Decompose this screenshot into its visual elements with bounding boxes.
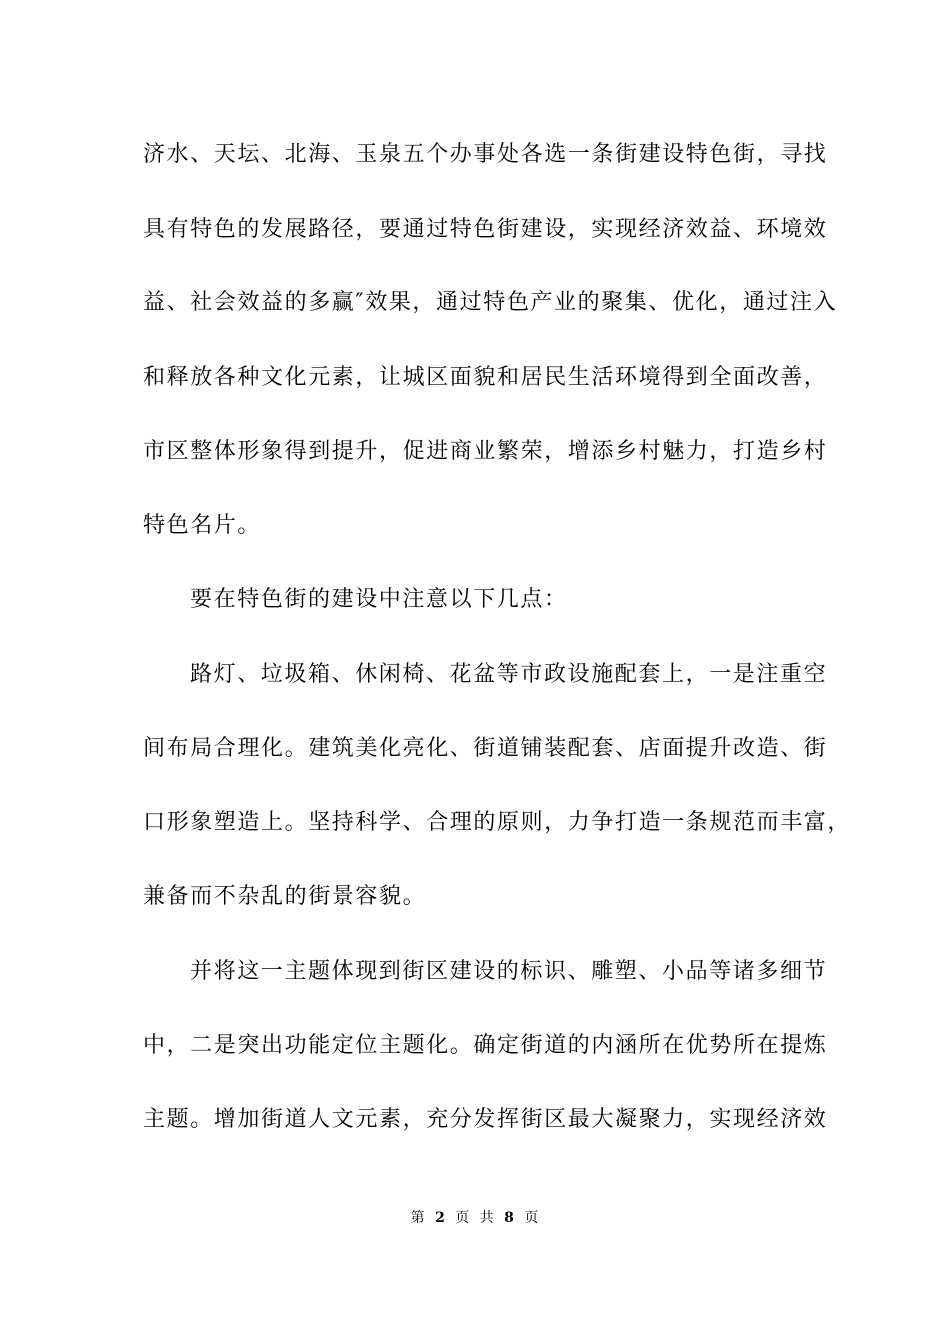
footer-gong: 共	[479, 1210, 495, 1226]
paragraph-line: 特色名片。	[143, 513, 262, 538]
footer-di: 第	[410, 1210, 426, 1226]
footer-ye: 页	[455, 1210, 471, 1226]
footer-ye: 页	[524, 1210, 540, 1226]
paragraph-line: 口形象塑造上。坚持科学、合理的原则，力争打造一条规范而丰富，	[143, 810, 852, 835]
paragraph-line: 主题。增加街道人文元素，充分发挥街区最大凝聚力，实现经济效	[143, 1107, 828, 1132]
paragraph-line: 并将这一主题体现到街区建设的标识、雕塑、小品等诸多细节	[190, 959, 828, 984]
paragraph-line: 市区整体形象得到提升，促进商业繁荣，增添乡村魅力，打造乡村	[143, 439, 828, 464]
paragraph-line: 济水、天坛、北海、玉泉五个办事处各选一条街建设特色街，寻找	[143, 142, 828, 167]
paragraph-line: 中，二是突出功能定位主题化。确定街道的内涵所在优势所在提炼	[143, 1033, 828, 1058]
page-footer	[0, 1208, 950, 1228]
paragraph-line: 间布局合理化。建筑美化亮化、街道铺装配套、店面提升改造、街	[143, 736, 828, 761]
footer-page-number: 2	[435, 1210, 446, 1226]
paragraph-line: 和释放各种文化元素，让城区面貌和居民生活环境得到全面改善，	[143, 365, 828, 390]
paragraph-line: 要在特色街的建设中注意以下几点：	[190, 587, 568, 612]
footer-total-pages: 8	[504, 1210, 515, 1226]
paragraph-line: 路灯、垃圾箱、休闲椅、花盆等市政设施配套上，一是注重空	[190, 662, 828, 687]
paragraph-line: 具有特色的发展路径，要通过特色街建设，实现经济效益、环境效	[143, 217, 828, 242]
paragraph-line: 益、社会效益的多赢″效果，通过特色产业的聚集、优化，通过注入	[143, 290, 838, 315]
paragraph-line: 兼备而不杂乱的街景容貌。	[143, 884, 427, 909]
